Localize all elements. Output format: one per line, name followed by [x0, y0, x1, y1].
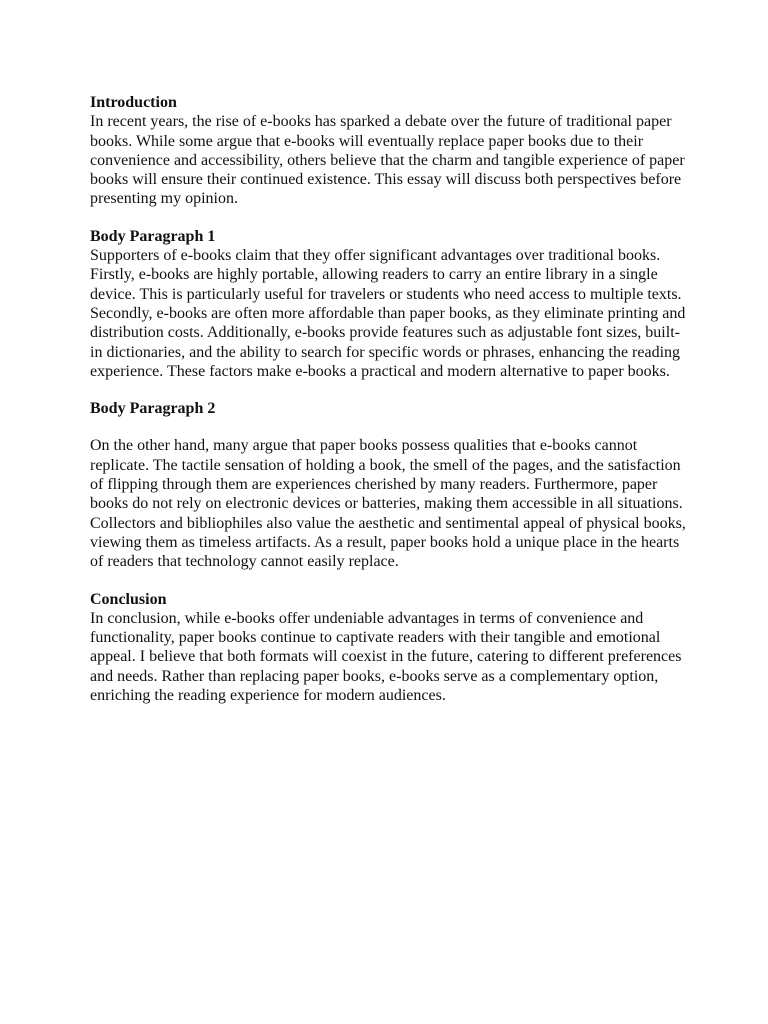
section-body-paragraph-2: [90, 399, 690, 571]
section-conclusion: [90, 590, 690, 706]
document-body: [90, 93, 690, 723]
section-body-paragraph-1: [90, 227, 690, 381]
section-heading: Conclusion: [90, 590, 167, 608]
section-paragraph: Supporters of e-books claim that they offer significant advantages over traditional books. Firstly, e-books are highly portable, allowing readers to carry an entire library in a single device. This is particularly useful for travelers or students who need access to multiple texts. Secondly, e-books are often more affordable than paper books, as they eliminate printing and distribution costs. Additionally, e-books provide features such as adjustable font sizes, built-in dictionaries, and the ability to search for specific words or phrases, enhancing the reading experience. These factors make e-books a practical and modern alternative to paper books.: [90, 247, 686, 380]
section-paragraph: In recent years, the rise of e-books has sparked a debate over the future of traditional paper books. While some argue that e-books will eventually replace paper books due to their convenience and accessibility, others believe that the charm and tangible experience of paper books will ensure their continued existence. This essay will discuss both perspectives before presenting my opinion.: [90, 113, 685, 208]
section-paragraph: In conclusion, while e-books offer undeniable advantages in terms of convenience and functionality, paper books continue to captivate readers with their tangible and emotional appeal. I believe that both formats will coexist in the future, catering to different preferences and needs. Rather than replacing paper books, e-books serve as a complementary option, enriching the reading experience for modern audiences.: [90, 609, 682, 705]
section-introduction: [90, 93, 690, 209]
section-heading: Body Paragraph 1: [90, 227, 216, 245]
section-heading: Body Paragraph 2: [90, 400, 216, 418]
section-heading: Introduction: [90, 94, 177, 111]
section-paragraph: On the other hand, many argue that paper books possess qualities that e-books cannot replicate. The tactile sensation of holding a book, the smell of the pages, and the satisfaction of flipping through them are experiences cherished by many readers. Furthermore, paper books do not rely on electronic devices or batteries, making them accessible in all situations. Collectors and bibliophiles also value the aesthetic and sentimental appeal of physical books, viewing them as timeless artifacts. As a result, paper books hold a unique place in the hearts of readers that technology cannot easily replace.: [90, 437, 686, 571]
blank-line: [90, 418, 690, 436]
